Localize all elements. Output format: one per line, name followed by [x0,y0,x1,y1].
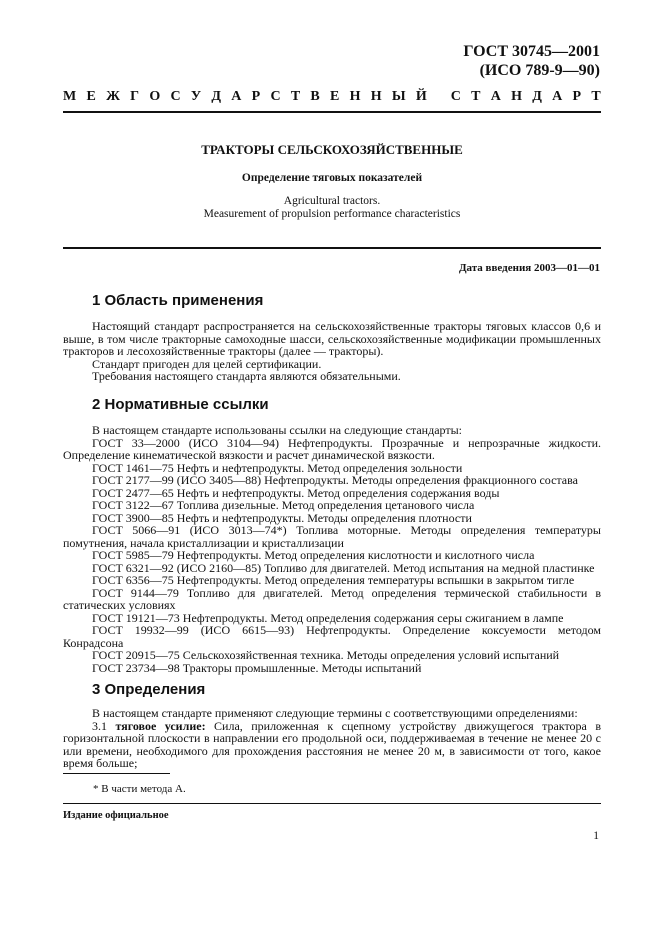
normative-reference: ГОСТ 33—2000 (ИСО 3104—94) Нефтепродукты. Прозрачные и непрозрачные жидкости. Определение кинематической вязкости и расчет динамической вязкости. [63,435,601,462]
standard-word1-letter: Й [415,89,427,104]
english-title-line2: Measurement of propulsion performance characteristics [203,208,461,220]
standard-word1-letter: О [149,89,161,104]
standard-word1-letter: Т [290,89,301,104]
section3-heading: 3 Определения [92,681,206,698]
section3-body [63,707,601,770]
header-rule [63,111,601,113]
normative-reference: ГОСТ 9144—79 Топливо для двигателей. Метод определения термической стабильности в статических условиях [63,585,601,612]
section1-paragraph: Стандарт пригоден для целей сертификации. [92,356,322,371]
gost-number-block [463,42,600,80]
definition-text: Сила, приложенная к сцепному устройству движущегося трактора в горизонтальной плоскости в направлении его продольной оси, поддерживаемая в течение не менее 20 с или времени, необходимого для прохождения расстояния не менее 20 м, в зависимости от того, какое время больше; [63,718,602,770]
section1-paragraph: Настоящий стандарт распространяется на сельскохозяйственные тракторы тяговых классов 0,6 и выше, в том числе тракторные самоходные шасси, сельскохозяйственные модификации промышленных тракторов и лесохозяйственные тракторы (далее — тракторы). [63,319,601,358]
standard-word1-letter: Е [330,89,340,104]
english-title-line1: Agricultural tractors. [283,195,381,207]
standard-word1-letter: Р [251,89,261,104]
standard-word1-letter: Д [211,89,222,104]
standard-word2-letter: Р [572,89,582,104]
interstate-standard-heading [63,89,601,105]
official-edition-label: Издание официальное [63,810,169,821]
section1-body [63,320,601,383]
footnote: * В части метода А. [93,783,186,795]
standard-word1-letter: Ы [391,89,406,104]
standard-word2-letter: А [552,89,563,104]
normative-reference: ГОСТ 20915—75 Сельскохозяйственная техника. Методы определения условий испытаний [92,648,560,662]
standard-word1-letter: Ж [106,89,120,104]
normative-reference: ГОСТ 19121—73 Нефтепродукты. Метод определения содержания серы сжиганием в лампе [92,610,564,625]
page-number: 1 [593,830,599,842]
gost-number: ГОСТ 30745—2001 [463,43,600,60]
normative-reference: ГОСТ 6321—92 (ИСО 2160—85) Топливо для двигателей. Метод испытания на медной пластинке [92,560,595,575]
title-rule [63,247,601,249]
normative-reference: ГОСТ 1461—75 Нефть и нефтепродукты. Метод определения зольности [92,460,463,475]
standard-word2-letter: С [450,89,461,104]
standard-word1-letter: С [270,89,281,104]
normative-reference: ГОСТ 2177—99 (ИСО 3405—88) Нефтепродукты. Методы определения фракционного состава [92,473,578,487]
standard-word2-letter: Т [471,89,481,104]
normative-reference: ГОСТ 23734—98 Тракторы промышленные. Методы испытаний [92,660,422,675]
word-gap [437,89,441,105]
standard-word2-letter: Н [511,89,523,104]
section2-heading: 2 Нормативные ссылки [92,396,269,413]
section1-paragraph: Требования настоящего стандарта являются обязательными. [92,369,401,383]
standard-word1-letter: У [190,89,202,104]
section1-heading: 1 Область применения [92,292,264,309]
standard-word1-letter: Н [370,89,382,104]
iso-number: (ИСО 789-9—90) [479,62,600,79]
edition-rule [63,803,601,804]
section2-intro: В настоящем стандарте использованы ссылки на следующие стандарты: [92,423,463,437]
document-subtitle: Определение тяговых показателей [241,172,423,184]
definition-3-1 [63,720,601,770]
normative-reference: ГОСТ 6356—75 Нефтепродукты. Метод определения температуры вспышки в закрытом тигле [92,573,575,587]
definition-number: 3.1 [92,718,116,733]
standard-word1-letter: Н [349,89,361,104]
standard-word1-letter: А [231,89,242,104]
normative-reference: ГОСТ 2477—65 Нефть и нефтепродукты. Метод определения содержания воды [92,485,500,500]
standard-word1-letter: Е [86,89,96,104]
standard-word2-letter: Т [591,89,601,104]
footnote-rule [63,773,170,774]
document-title: ТРАКТОРЫ СЕЛЬСКОХОЗЯЙСТВЕННЫЕ [201,142,463,157]
standard-word1-letter: Г [130,89,140,104]
standard-word1-letter: В [310,89,320,104]
normative-reference: ГОСТ 3900—85 Нефть и нефтепродукты. Методы определения плотности [92,510,472,525]
section2-body [63,424,601,674]
standard-word2-letter: Д [532,89,542,104]
introduction-date: Дата введения 2003—01—01 [458,262,600,274]
normative-reference: ГОСТ 5985—79 Нефтепродукты. Метод определения кислотности и кислотного числа [92,548,535,562]
standard-word1-letter: М [63,89,77,104]
normative-reference: ГОСТ 5066—91 (ИСО 3013—74*) Топлива моторные. Методы определения температуры помутнения, начала кристаллизации и кристаллизации [63,523,601,550]
normative-reference: ГОСТ 3122—67 Топлива дизельные. Метод определения цетанового числа [92,498,475,512]
section3-intro: В настоящем стандарте применяют следующие термины с соответствующими определениями: [92,706,578,720]
standard-word1-letter: С [170,89,181,104]
normative-reference: ГОСТ 19932—99 (ИСО 6615—93) Нефтепродукты. Определение коксуемости методом Конрадсона [63,623,601,650]
standard-word2-letter: А [490,89,501,104]
definition-term: тяговое усилие: [115,718,206,733]
